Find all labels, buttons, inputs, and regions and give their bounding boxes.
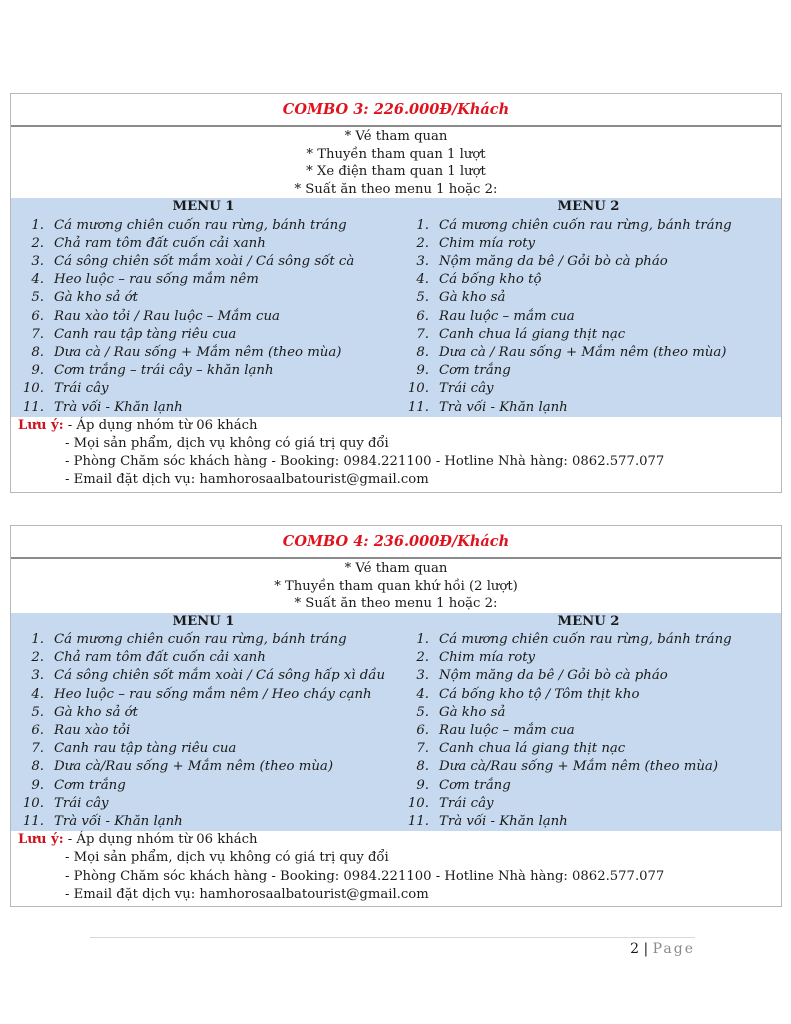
menu-list: [11, 217, 396, 417]
menu-list: [396, 217, 781, 417]
menu-item: 5. Gà kho sả: [416, 290, 506, 306]
note-line: - Áp dụng nhóm từ 06 khách: [67, 832, 258, 848]
menu-item: 5. Gà kho sả: [416, 704, 506, 720]
menu-1: [11, 613, 396, 831]
include-line: * Vé tham quan: [344, 561, 448, 576]
include-line: * Thuyền tham quan khứ hồi (2 lượt): [274, 578, 518, 594]
page-number-value: 2: [630, 941, 639, 957]
menu-item: 9. Cơm trắng: [416, 777, 511, 793]
menu-2: [396, 198, 781, 416]
menu-item: 6. Rau luộc – mắm cua: [416, 723, 575, 738]
menu-item: 1. Cá mương chiên cuốn rau rừng, bánh tráng: [31, 217, 347, 233]
menu-item: 11. Trà vối - Khăn lạnh: [407, 814, 568, 830]
combo-3-table: [10, 93, 782, 493]
menu-item: 10. Trái cây: [407, 795, 494, 811]
menu-item: 1. Cá mương chiên cuốn rau rừng, bánh tráng: [416, 631, 732, 647]
menu-item: 10. Trái cây: [407, 381, 494, 397]
menu-item: 8. Dưa cà/Rau sống + Mắm nêm (theo mùa): [416, 759, 719, 775]
combo-title: COMBO 4: 236.000Đ/Khách: [11, 526, 781, 559]
combo-includes: [11, 127, 781, 198]
menu-item: 2. Chim mía roty: [416, 235, 536, 251]
menu-item: 6. Rau xào tỏi: [31, 723, 131, 738]
note-label: Lưu ý:: [18, 832, 64, 848]
menu-item: 2. Chả ram tôm đất cuốn cải xanh: [31, 235, 266, 251]
notes-section: [11, 831, 781, 906]
menu-2: [396, 613, 781, 831]
menu-item: 11. Trà vối - Khăn lạnh: [407, 399, 568, 415]
menu-item: 5. Gà kho sả ớt: [31, 290, 138, 306]
page-number: [630, 941, 695, 957]
combo-includes: [11, 559, 781, 613]
include-line: * Suất ăn theo menu 1 hoặc 2:: [294, 596, 498, 612]
note-line: - Mọi sản phẩm, dịch vụ không có giá trị quy đổi: [65, 850, 389, 866]
menu-item: 3. Cá sông chiên sốt mắm xoài / Cá sông sốt cà: [31, 253, 355, 269]
menu-item: 2. Chim mía roty: [416, 650, 536, 666]
menu-item: 8. Dưa cà / Rau sống + Mắm nêm (theo mùa): [31, 345, 342, 360]
menu-item: 8. Dưa cà/Rau sống + Mắm nêm (theo mùa): [31, 759, 334, 775]
include-line: * Thuyền tham quan 1 lượt: [306, 146, 486, 162]
menu-item: 1. Cá mương chiên cuốn rau rừng, bánh tráng: [31, 631, 347, 647]
note-line: - Email đặt dịch vụ: hamhorosaalbatourist@gmail.com: [65, 886, 429, 902]
menu-item: 7. Canh rau tập tàng riêu cua: [31, 326, 237, 342]
footer-divider: [90, 937, 695, 938]
menu-item: 3. Nộm măng da bê / Gỏi bò cà pháo: [416, 668, 668, 684]
page-word: Page: [652, 941, 695, 957]
menu-item: 7. Canh chua lá giang thịt nạc: [416, 741, 626, 757]
combo-title: COMBO 3: 226.000Đ/Khách: [11, 94, 781, 127]
page-separator: |: [643, 941, 649, 957]
menu-item: 1. Cá mương chiên cuốn rau rừng, bánh tráng: [416, 217, 732, 233]
menu-item: 11. Trà vối - Khăn lạnh: [22, 814, 183, 830]
include-line: * Suất ăn theo menu 1 hoặc 2:: [294, 181, 498, 197]
menu-item: 3. Nộm măng da bê / Gỏi bò cà pháo: [416, 253, 668, 269]
menu-item: 11. Trà vối - Khăn lạnh: [22, 399, 183, 415]
menu-item: 2. Chả ram tôm đất cuốn cải xanh: [31, 650, 266, 666]
note-line: - Email đặt dịch vụ: hamhorosaalbatourist@gmail.com: [65, 472, 429, 488]
note-line: - Phòng Chăm sóc khách hàng - Booking: 0984.221100 - Hotline Nhà hàng: 0862.577.077: [65, 454, 665, 470]
menu-item: 9. Cơm trắng: [416, 363, 511, 379]
menu-item: 6. Rau xào tỏi / Rau luộc – Mắm cua: [31, 308, 280, 324]
menu-title: MENU 2: [557, 613, 620, 629]
menu-1: [11, 198, 396, 416]
include-line: * Xe điện tham quan 1 lượt: [306, 164, 486, 180]
menu-item: 7. Canh chua lá giang thịt nạc: [416, 326, 626, 342]
menu-item: 4. Heo luộc – rau sống mắm nêm / Heo cháy cạnh: [31, 686, 372, 702]
menu-item: 4. Cá bống kho tộ / Tôm thịt kho: [416, 686, 640, 702]
menu-list: [11, 631, 396, 831]
menus-section: [11, 613, 781, 831]
include-line: * Vé tham quan: [344, 129, 448, 144]
note-line: - Mọi sản phẩm, dịch vụ không có giá trị quy đổi: [65, 436, 389, 452]
menu-item: 10. Trái cây: [22, 381, 109, 397]
menu-item: 9. Cơm trắng: [31, 777, 126, 793]
menu-item: 7. Canh rau tập tàng riêu cua: [31, 741, 237, 757]
menus-section: [11, 198, 781, 416]
menu-item: 5. Gà kho sả ớt: [31, 704, 138, 720]
notes-section: [11, 417, 781, 492]
note-line: - Phòng Chăm sóc khách hàng - Booking: 0984.221100 - Hotline Nhà hàng: 0862.577.077: [65, 868, 665, 884]
menu-item: 4. Heo luộc – rau sống mắm nêm: [31, 272, 259, 288]
combo-4-table: [10, 525, 782, 907]
menu-title: MENU 2: [557, 199, 620, 215]
menu-item: 9. Cơm trắng – trái cây – khăn lạnh: [31, 363, 274, 379]
note-label: Lưu ý:: [18, 417, 64, 433]
menu-item: 10. Trái cây: [22, 795, 109, 811]
note-line: - Áp dụng nhóm từ 06 khách: [67, 417, 258, 433]
menu-item: 4. Cá bống kho tộ: [416, 272, 542, 288]
menu-item: 8. Dưa cà / Rau sống + Mắm nêm (theo mùa): [416, 345, 727, 360]
menu-item: 6. Rau luộc – mắm cua: [416, 308, 575, 324]
menu-title: MENU 1: [172, 613, 235, 629]
menu-list: [396, 631, 781, 831]
menu-title: MENU 1: [172, 199, 235, 215]
menu-item: 3. Cá sông chiên sốt mắm xoài / Cá sông hấp xì dầu: [31, 668, 386, 684]
